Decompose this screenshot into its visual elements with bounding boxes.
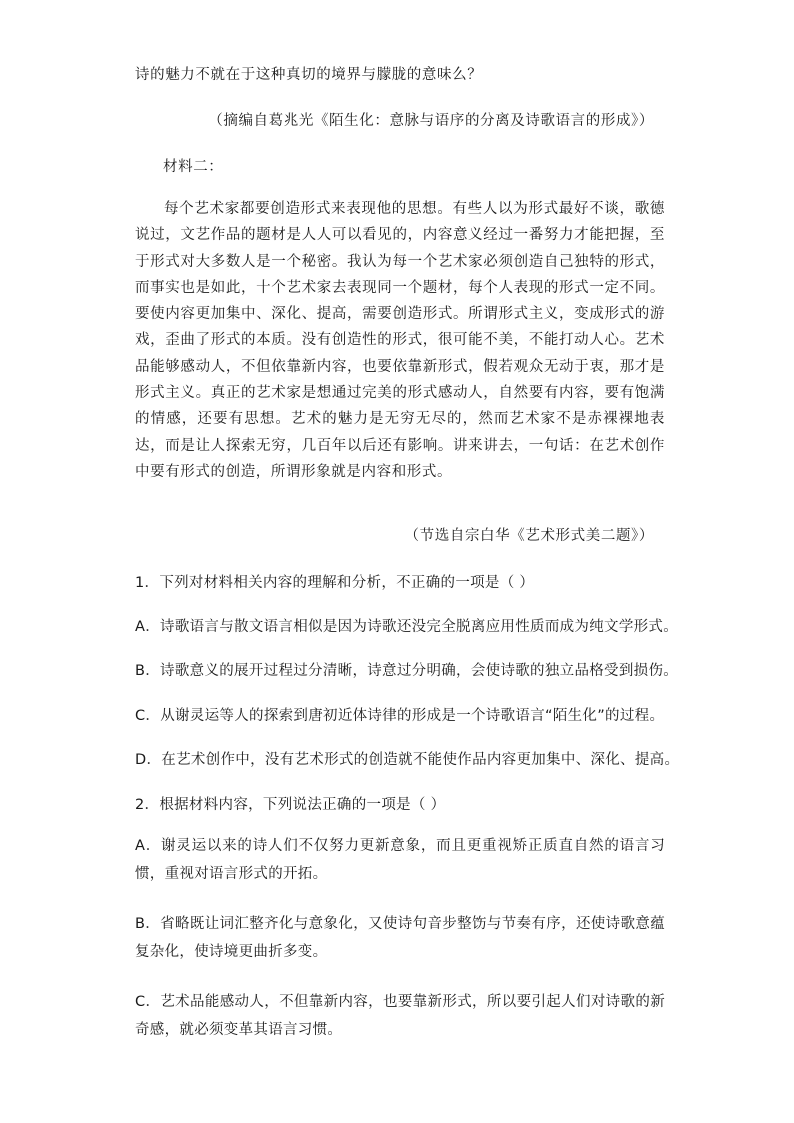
material-2-heading: 材料二： [163,159,224,175]
question-2-option-c: C．艺术品能感动人，不但靠新内容，也要靠新形式，所以要引起人们对诗歌的新奇感，就必须变革其语言习惯。 [135,994,665,1038]
question-1-option-a: A．诗歌语言与散文语言相似是因为诗歌还没完全脱离应用性质而成为纯文学形式。 [135,619,679,635]
material-2-paragraph: 每个艺术家都要创造形式来表现他的思想。有些人以为形式最好不谈，歌德说过，文艺作品的题材是人人可以看见的，内容意义经过一番努力才能把握，至于形式对大多数人是一个秘密。我认为每一个艺术家必须创造自己独特的形式，而事实也是如此，十个艺术家去表现同一个题材，每个人表现的形式一定不同。要使内容更加集中、深化、提高，需要创造形式。所谓形式主义，变成形式的游戏，歪曲了形式的本质。没有创造性的形式，很可能不美，不能打动人心。艺术品能够感动人，不但依靠新内容，也要依靠新形式，假若观众无动于衷，那才是形式主义。真正的艺术家是想通过完美的形式感动人，自然要有内容，要有饱满的情感，还要有思想。艺术的魅力是无穷无尽的，然而艺术家不是赤裸裸地表达，而是让人探索无穷，几百年以后还有影响。讲来讲去，一句话：在艺术创作中要有形式的创造，所谓形象就是内容和形式。 [135,201,665,480]
question-2-option-a: A．谢灵运以来的诗人们不仅努力更新意象，而且更重视矫正质直自然的语言习惯，重视对语言形式的开拓。 [135,838,665,882]
question-2-option-b: B．省略既让词汇整齐化与意象化，又使诗句音步整饬与节奏有序，还使诗歌意蕴复杂化，使诗境更曲折多变。 [135,916,665,960]
question-1-option-b: B．诗歌意义的展开过程过分清晰，诗意过分明确，会使诗歌的独立品格受到损伤。 [135,663,679,679]
source-citation-1: （摘编自葛兆光《陌生化：意脉与语序的分离及诗歌语言的形成》） [208,113,654,129]
question-1-stem: 1．下列对材料相关内容的理解和分析，不正确的一项是（ ） [135,575,535,591]
question-1-option-c: C．从谢灵运等人的探索到唐初近体诗律的形成是一个诗歌语言“陌生化”的过程。 [135,708,665,724]
source-citation-2: （节选自宗白华《艺术形式美二题》） [404,528,654,544]
passage-closing-line: 诗的魅力不就在于这种真切的境界与朦胧的意味么？ [135,67,483,83]
question-1-option-d: D．在艺术创作中，没有艺术形式的创造就不能使作品内容更加集中、深化、提高。 [135,752,680,768]
question-2-stem: 2．根据材料内容，下列说法正确的一项是（ ） [135,797,446,813]
